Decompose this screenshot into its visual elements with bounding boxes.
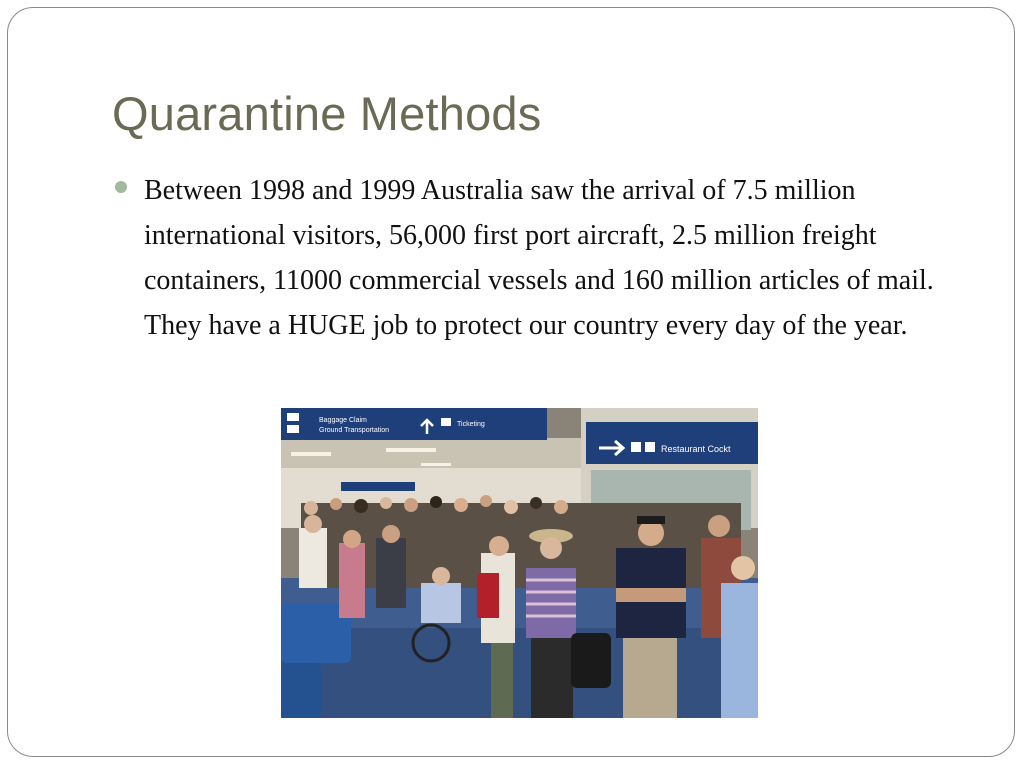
- ceiling-light: [386, 448, 436, 452]
- person-body: [339, 543, 365, 618]
- person-head: [304, 515, 322, 533]
- person-head: [554, 500, 568, 514]
- person-head: [430, 496, 442, 508]
- bullet-item: [112, 168, 972, 348]
- person-legs: [531, 638, 573, 718]
- person-head: [432, 567, 450, 585]
- person-head: [380, 497, 392, 509]
- cap: [637, 516, 665, 524]
- airport-crowd-photo: [281, 408, 758, 718]
- ceiling-light: [421, 463, 451, 466]
- restaurant-icon: [631, 442, 641, 452]
- sign-ground-transportation: Ground Transportation: [319, 427, 390, 434]
- red-backpack: [477, 573, 499, 618]
- carpet-floor-shadow: [281, 628, 758, 718]
- person-legs: [623, 638, 677, 718]
- person-head: [540, 537, 562, 559]
- ceiling-light: [291, 452, 331, 456]
- sign-baggage-claim: Baggage Claim: [319, 417, 367, 424]
- overhead-sign-right: [586, 422, 758, 464]
- person-head: [504, 500, 518, 514]
- crossed-arms: [616, 588, 686, 602]
- baggage-icon: [287, 413, 299, 421]
- person-head: [480, 495, 492, 507]
- ticket-icon: [441, 418, 451, 426]
- sign-restaurant: Restaurant Cockt: [661, 444, 731, 454]
- bullet-text: Between 1998 and 1999 Australia saw the arrival of 7.5 million international visitors, 56,000 first port aircraft, 2.5 million freight containers, 11000 commercial vessels and 160 million articles of mail. They have a HUGE job to protect our country every day of the year.: [144, 175, 934, 341]
- person-head: [530, 497, 542, 509]
- person-head: [708, 515, 730, 537]
- sign-ticketing: Ticketing: [457, 421, 485, 428]
- waiting-chairs: [281, 663, 321, 718]
- person-head: [382, 525, 400, 543]
- cocktail-icon: [645, 442, 655, 452]
- person-head: [731, 556, 755, 580]
- person-head: [354, 499, 368, 513]
- person-body: [376, 538, 406, 608]
- person-head: [343, 530, 361, 548]
- person-head: [454, 498, 468, 512]
- bullet-dot-icon: [115, 181, 127, 193]
- slide-title: Quarantine Methods: [112, 87, 542, 140]
- airport-crowd-illustration: [281, 408, 758, 718]
- distant-sign: [341, 482, 415, 491]
- person-head: [404, 498, 418, 512]
- person-legs: [491, 643, 513, 718]
- bullet-list: [112, 168, 972, 348]
- bus-icon: [287, 425, 299, 433]
- overhead-sign-left: [281, 408, 547, 440]
- black-bag: [571, 633, 611, 688]
- person-body: [721, 583, 758, 718]
- person-body: [299, 528, 327, 588]
- person-head: [304, 501, 318, 515]
- person-head: [330, 498, 342, 510]
- person-body: [421, 583, 461, 623]
- person-head: [489, 536, 509, 556]
